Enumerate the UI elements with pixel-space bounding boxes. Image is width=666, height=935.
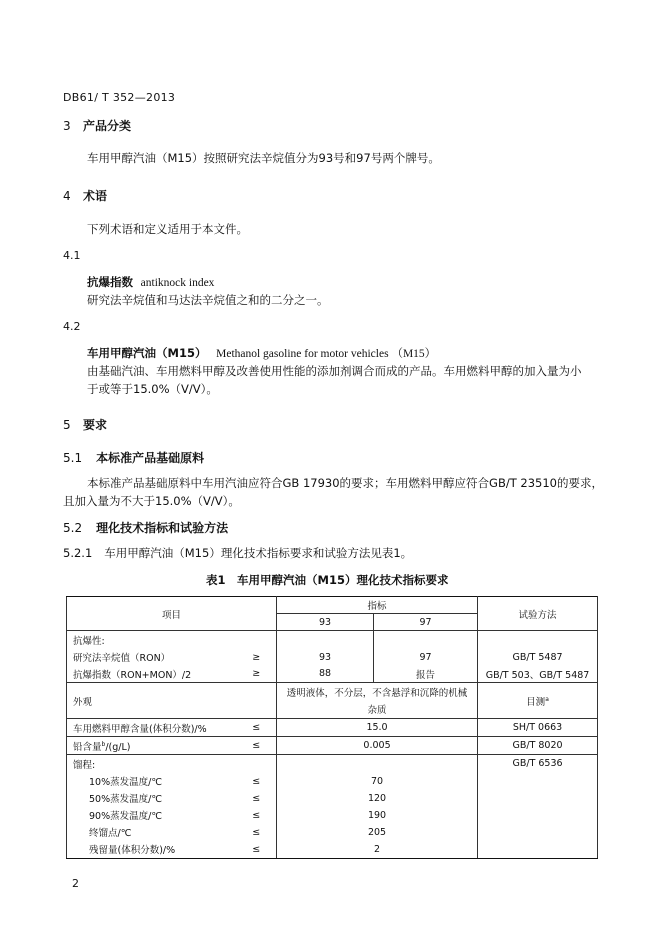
table-row <box>67 631 598 649</box>
value: 15.0 <box>277 719 478 737</box>
term-chinese: 抗爆指数 <box>87 275 133 289</box>
clause-number: 5.2 <box>63 521 83 535</box>
value-97: 报告 <box>374 666 478 683</box>
label-unit: /(g/L) <box>105 741 131 753</box>
section-number: 5 <box>63 418 71 432</box>
table-row <box>67 807 598 824</box>
value: 2 <box>277 841 478 859</box>
section-number: 4 <box>63 189 71 203</box>
header-item: 项目 <box>67 597 277 631</box>
clause-4-1-definition: 研究法辛烷值和马达法辛烷值之和的二分之一。 <box>87 293 329 307</box>
row-label: 终馏点/℃ <box>67 824 237 841</box>
value-93: 88 <box>277 666 374 683</box>
clause-4-2-number: 4.2 <box>63 320 81 333</box>
clause-4-2-definition-line2: 于或等于15.0%（V/V）。 <box>87 382 218 396</box>
term-english: antiknock index <box>140 277 215 289</box>
value: 190 <box>277 807 478 824</box>
section-5-heading <box>63 416 107 433</box>
comparison-symbol: ≤ <box>237 807 277 824</box>
header-indicator: 指标 <box>277 597 478 614</box>
clause-5-1-body-line1: 本标准产品基础原料中车用汽油应符合GB 17930的要求；车用燃料甲醇应符合GB/T 23510的要求， <box>87 476 603 490</box>
row-label: 90%蒸发温度/℃ <box>67 807 237 824</box>
table-row <box>67 755 598 773</box>
header-grade-97: 97 <box>374 614 478 631</box>
comparison-symbol: ≤ <box>237 790 277 807</box>
spec-table <box>66 596 598 859</box>
value-97: 97 <box>374 649 478 666</box>
appearance-requirement <box>277 683 478 719</box>
clause-4-2-definition-line1: 由基础汽油、车用燃料甲醇及改善使用性能的添加剂调合而成的产品。车用燃料甲醇的加入量为小 <box>87 364 582 378</box>
row-label: 馏程: <box>67 755 277 773</box>
table-row <box>67 649 598 666</box>
value-93: 93 <box>277 649 374 666</box>
test-method: GB/T 503、GB/T 5487 <box>478 666 598 683</box>
term-english: Methanol gasoline for motor vehicles （M15） <box>216 348 437 360</box>
clause-5-1-body-line2: 且加入量为不大于15.0%（V/V）。 <box>63 494 240 508</box>
comparison-symbol: ≤ <box>237 824 277 841</box>
comparison-symbol: ≤ <box>237 719 277 737</box>
footnote-marker: a <box>545 695 549 703</box>
comparison-symbol: ≤ <box>237 737 277 755</box>
table-row <box>67 841 598 859</box>
method-text: 目测 <box>526 696 546 708</box>
clause-number: 5.2.1 <box>63 546 93 560</box>
table-row <box>67 737 598 755</box>
row-label: 50%蒸发温度/℃ <box>67 790 237 807</box>
clause-4-1-term <box>87 274 214 290</box>
row-label: 外观 <box>67 683 277 719</box>
test-method: GB/T 5487 <box>478 649 598 666</box>
table-row <box>67 719 598 737</box>
section-4-heading <box>63 187 107 204</box>
row-label <box>67 737 237 755</box>
section-title: 要求 <box>83 418 108 432</box>
table-header-row <box>67 597 598 614</box>
row-label: 研究法辛烷值（RON） <box>67 649 237 666</box>
section-3-heading <box>63 117 131 134</box>
comparison-symbol: ≤ <box>237 841 277 859</box>
header-grade-93: 93 <box>277 614 374 631</box>
term-chinese: 车用甲醇汽油（M15） <box>87 346 207 360</box>
document-code: DB61/ T 352—2013 <box>63 91 176 104</box>
header-method: 试验方法 <box>478 597 598 631</box>
appearance-line1: 透明液体，不分层，不含悬浮和沉降的机械 <box>286 688 468 699</box>
value: 120 <box>277 790 478 807</box>
footnote-marker: b <box>101 740 106 748</box>
table-row <box>67 773 598 790</box>
clause-5-2-heading <box>63 519 228 536</box>
test-method <box>478 683 598 719</box>
test-method: GB/T 6536 <box>478 755 598 773</box>
label-text: 铅含量 <box>73 741 102 753</box>
table-row <box>67 824 598 841</box>
comparison-symbol: ≥ <box>237 666 277 683</box>
clause-5-2-1 <box>63 545 412 561</box>
test-method: SH/T 0663 <box>478 719 598 737</box>
table-row <box>67 790 598 807</box>
row-label: 车用燃料甲醇含量(体积分数)/% <box>67 719 237 737</box>
row-label: 抗爆性: <box>67 631 277 649</box>
table-caption: 表1 车用甲醇汽油（M15）理化技术指标要求 <box>206 573 449 587</box>
page-number: 2 <box>72 877 79 890</box>
section-4-body: 下列术语和定义适用于本文件。 <box>87 222 248 236</box>
clause-4-1-number: 4.1 <box>63 249 81 262</box>
test-method: GB/T 8020 <box>478 737 598 755</box>
clause-body: 车用甲醇汽油（M15）理化技术指标要求和试验方法见表1。 <box>104 546 413 560</box>
clause-5-1-heading <box>63 449 204 466</box>
clause-number: 5.1 <box>63 451 83 465</box>
section-3-body: 车用甲醇汽油（M15）按照研究法辛烷值分为93号和97号两个牌号。 <box>87 151 440 165</box>
value: 70 <box>277 773 478 790</box>
comparison-symbol: ≥ <box>237 649 277 666</box>
clause-title: 理化技术指标和试验方法 <box>96 521 229 535</box>
section-title: 术语 <box>83 189 108 203</box>
section-number: 3 <box>63 119 71 133</box>
comparison-symbol: ≤ <box>237 773 277 790</box>
clause-4-2-term <box>87 345 436 361</box>
section-title: 产品分类 <box>83 119 132 133</box>
row-label: 10%蒸发温度/℃ <box>67 773 237 790</box>
row-label: 抗爆指数（RON+MON）/2 <box>67 666 237 683</box>
row-label: 残留量(体积分数)/% <box>67 841 237 859</box>
clause-title: 本标准产品基础原料 <box>96 451 205 465</box>
value: 205 <box>277 824 478 841</box>
appearance-line2: 杂质 <box>367 705 387 716</box>
table-row <box>67 666 598 683</box>
table-row <box>67 683 598 719</box>
value: 0.005 <box>277 737 478 755</box>
